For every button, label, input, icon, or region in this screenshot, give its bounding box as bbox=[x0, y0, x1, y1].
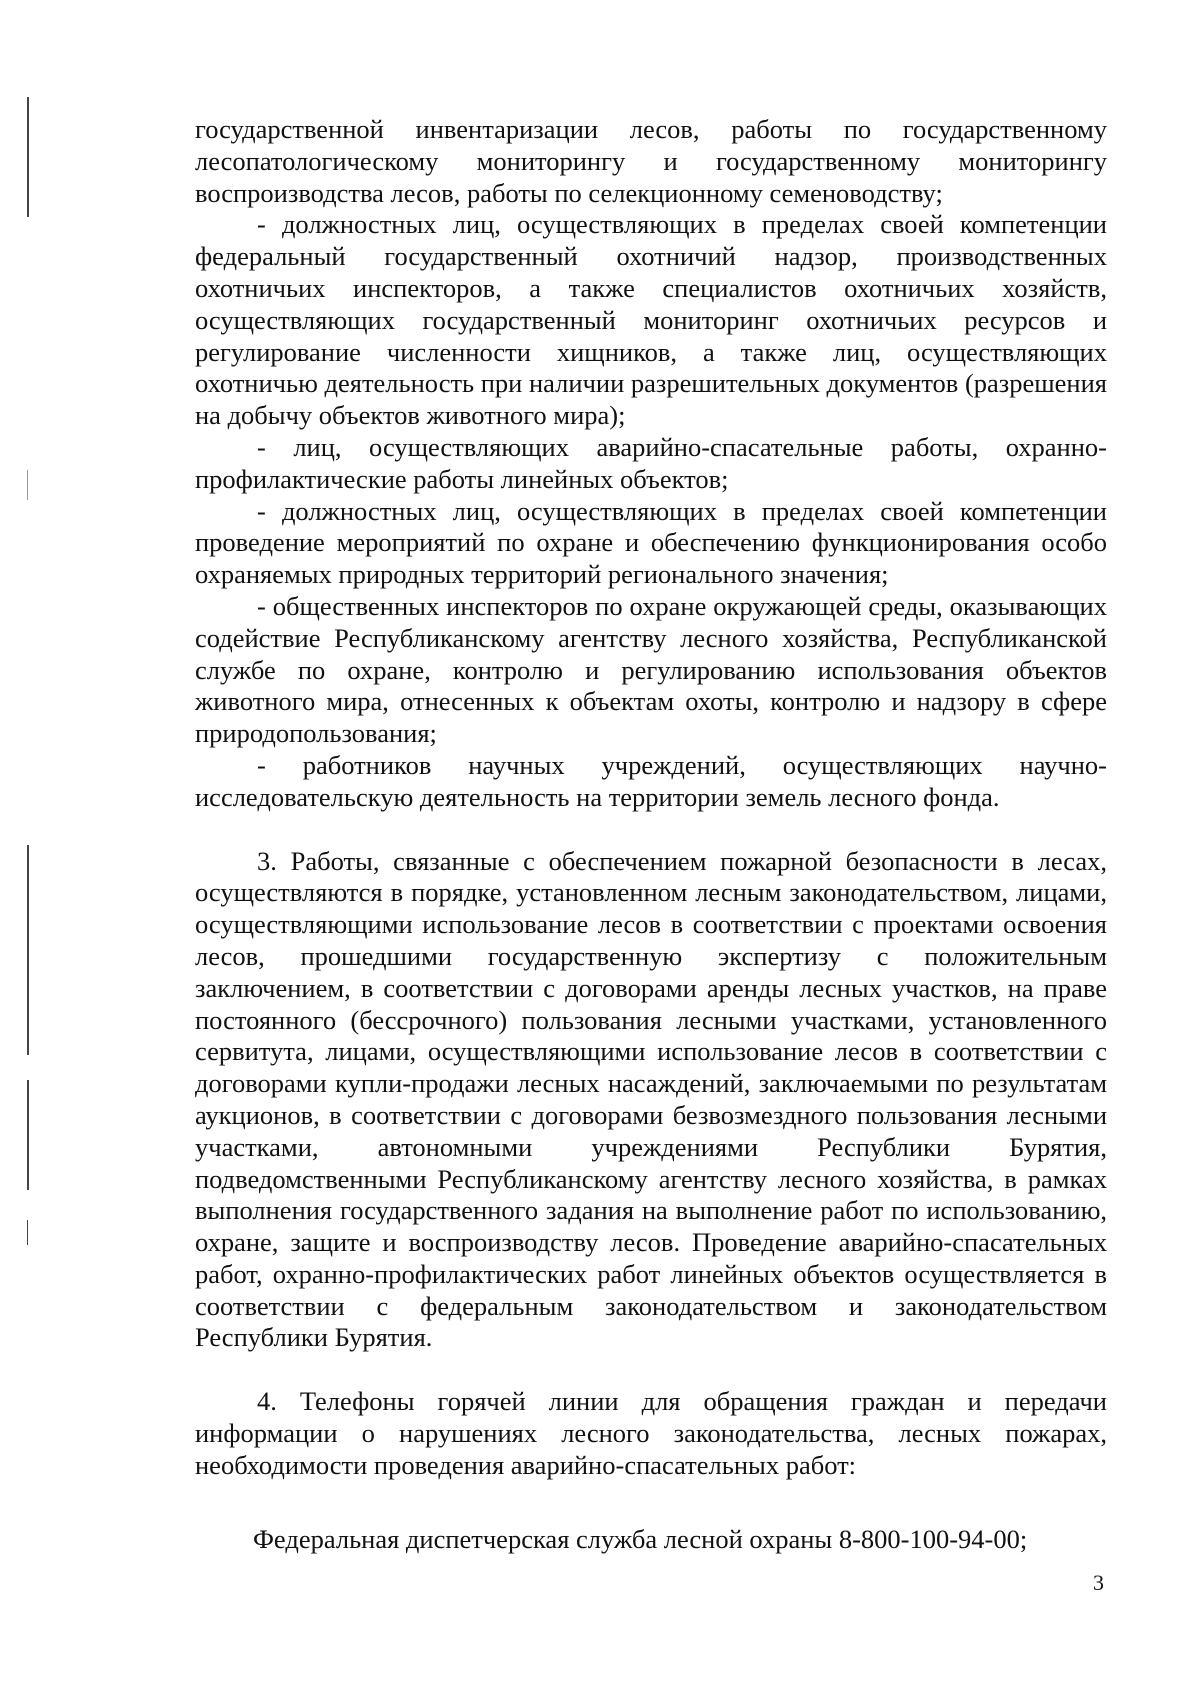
scan-edge-mark bbox=[27, 1080, 29, 1190]
scan-edge-mark bbox=[27, 1220, 28, 1245]
section-4-paragraph: 4. Телефоны горячей линии для обращения граждан и передачи информации о нарушениях лесного законодательства, лесных пожарах, необходимости проведения аварийно-спасательных работ: bbox=[195, 1386, 1107, 1480]
list-item-rescue-workers: - лиц, осуществляющих аварийно-спасательные работы, охранно-профилактические работы линейных объектов; bbox=[195, 431, 1107, 494]
hotline-line: Федеральная диспетчерская служба лесной охраны 8-800-100-94-00; bbox=[253, 1523, 1028, 1554]
list-item-hunting-officials: - должностных лиц, осуществляющих в пределах своей компетенции федеральный государственный охотничий надзор, производственных охотничьих инспекторов, а также специалистов охотничьих хозяйств, осуществляющих государственный мониторинг охотничьих ресурсов и регулирование численности хищников, а также лиц, осуществляющих охотничью деятельность при наличии разрешительных документов (разрешения на добычу объектов животного мира); bbox=[195, 209, 1107, 431]
list-item-scientific-workers: - работников научных учреждений, осуществляющих научно-исследовательскую деятельность на территории земель лесного фонда. bbox=[195, 749, 1107, 812]
page-number: 3 bbox=[1093, 1570, 1104, 1595]
list-item-protected-areas-officials: - должностных лиц, осуществляющих в пределах своей компетенции проведение мероприятий по охране и обеспечению функционирования особо охраняемых природных территорий регионального значения; bbox=[195, 495, 1107, 590]
paragraph-continuation: государственной инвентаризации лесов, работы по государственному лесопатологическому мониторингу и государственному мониторингу воспроизводства лесов, работы по селекционному семеноводству; bbox=[195, 114, 1107, 208]
list-item-public-inspectors: - общественных инспекторов по охране окружающей среды, оказывающих содействие Республиканскому агентству лесного хозяйства, Республиканской службе по охране, контролю и регулированию использования объектов животного мира, отнесенных к объектам охоты, контролю и надзору в сфере природопользования; bbox=[195, 590, 1107, 749]
scan-edge-mark bbox=[27, 470, 28, 500]
scan-edge-mark bbox=[27, 97, 29, 217]
section-3-paragraph: 3. Работы, связанные с обеспечением пожарной безопасности в лесах, осуществляются в порядке, установленном лесным законодательством, лицами, осуществляющими использование лесов в соответствии с проектами освоения лесов, прошедшими государственную экспертизу с положительным заключением, в соответствии с договорами аренды лесных участков, на праве постоянного (бессрочного) пользования лесными участками, установленного сервитута, лицами, осуществляющими использование лесов в соответствии с договорами купли-продажи лесных насаждений, заключаемыми по результатам аукционов, в соответствии с договорами безвозмездного пользования лесными участками, автономными учреждениями Республики Бурятия, подведомственными Республиканскому агентству лесного хозяйства, в рамках выполнения государственного задания на выполнение работ по использованию, охране, защите и воспроизводству лесов. Проведение аварийно-спасательных работ, охранно-профилактических работ линейных объектов осуществляется в соответствии с федеральным законодательством и законодательством Республики Бурятия. bbox=[195, 845, 1107, 1353]
scan-edge-mark bbox=[27, 845, 29, 1055]
document-body bbox=[195, 114, 1107, 1555]
